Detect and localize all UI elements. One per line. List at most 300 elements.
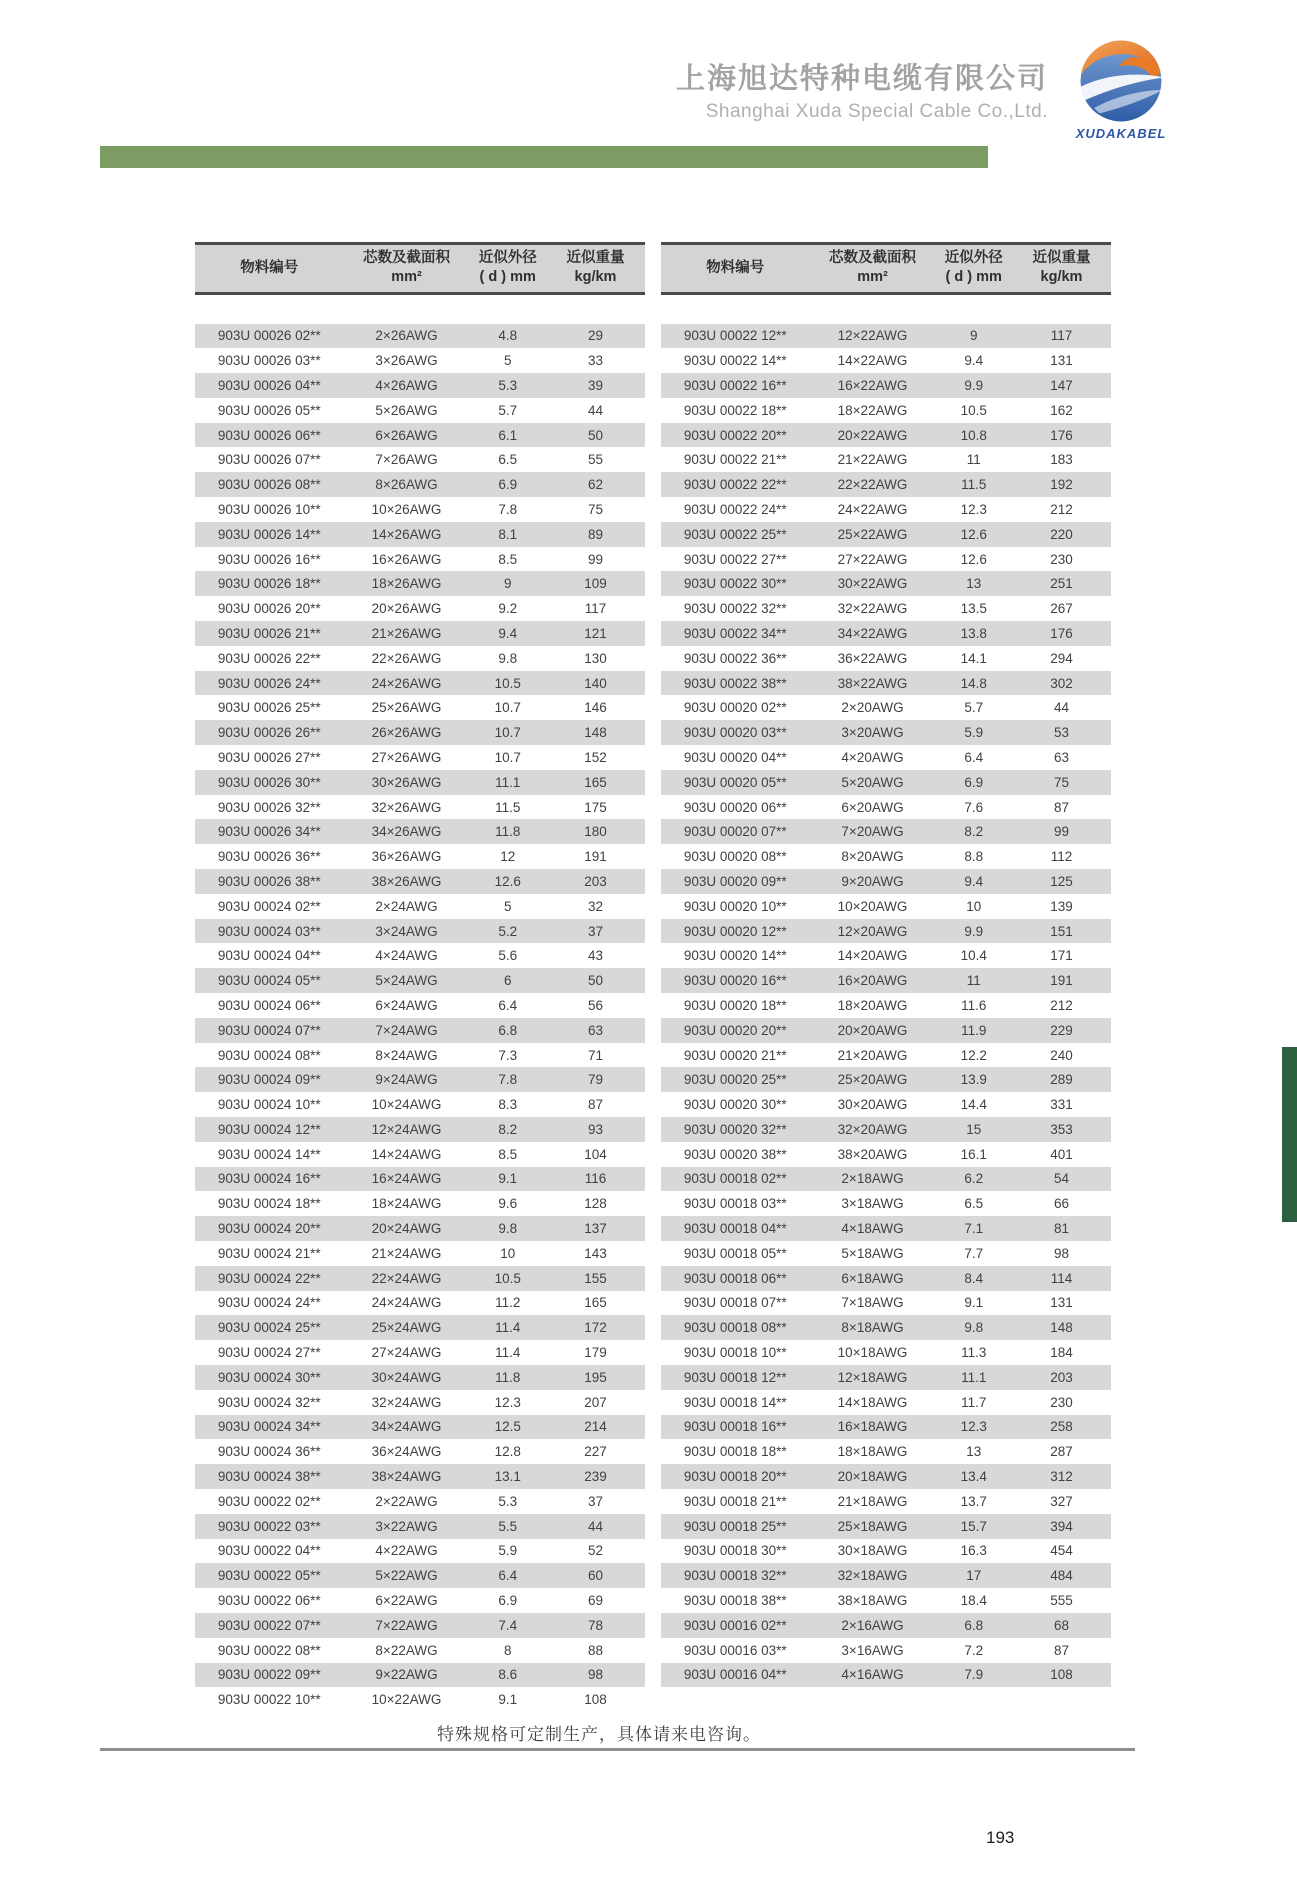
spec-row [195, 1687, 645, 1712]
outer-diameter-cell: 15 [966, 1121, 982, 1137]
core-spec-cell: 30×26AWG [371, 774, 442, 790]
outer-diameter-cell: 8.1 [498, 526, 518, 542]
weight-cell: 212 [1050, 501, 1073, 517]
spec-row [195, 1291, 645, 1316]
spec-row [195, 1191, 645, 1216]
core-spec-cell: 25×26AWG [371, 700, 442, 716]
spec-row [661, 1588, 1111, 1613]
weight-cell: 44 [587, 402, 604, 418]
material-number-cell: 903U 00022 34** [683, 625, 787, 641]
core-spec-cell: 3×24AWG [375, 923, 438, 939]
outer-diameter-cell: 13.8 [960, 625, 987, 641]
core-spec-cell: 14×26AWG [371, 526, 442, 542]
spec-row [195, 1613, 645, 1638]
core-spec-cell: 2×24AWG [375, 898, 438, 914]
outer-diameter-cell: 4.8 [498, 328, 518, 344]
material-number-cell: 903U 00022 27** [683, 551, 787, 567]
spec-row [661, 472, 1111, 497]
outer-diameter-cell: 10.7 [494, 700, 521, 716]
material-number-cell: 903U 00022 30** [683, 576, 787, 592]
material-number-cell: 903U 00022 36** [683, 650, 787, 666]
spec-row [661, 398, 1111, 423]
weight-cell: 131 [1050, 353, 1073, 369]
spec-row [661, 1315, 1111, 1340]
weight-cell: 37 [587, 1493, 604, 1509]
spec-row [195, 894, 645, 919]
outer-diameter-cell: 10.5 [494, 1270, 521, 1286]
material-number-cell: 903U 00018 14** [683, 1394, 787, 1410]
outer-diameter-cell: 8.5 [498, 551, 518, 567]
material-number-cell: 903U 00020 16** [683, 973, 787, 989]
weight-cell: 152 [584, 749, 607, 765]
spec-row [661, 1092, 1111, 1117]
outer-diameter-cell: 16.1 [960, 1146, 987, 1162]
spec-row [661, 1638, 1111, 1663]
spec-row [661, 373, 1111, 398]
header-line: kg/km [1040, 269, 1083, 285]
material-number-cell: 903U 00024 16** [217, 1171, 321, 1187]
spec-row [661, 1439, 1111, 1464]
spec-row [195, 398, 645, 423]
outer-diameter-cell: 12.2 [960, 1047, 987, 1063]
header-line: 近似外径 [478, 250, 537, 267]
weight-cell: 130 [584, 650, 607, 666]
footer-note: 特殊规格可定制生产，具体请来电咨询。 [437, 1725, 761, 1744]
outer-diameter-cell: 5.9 [498, 1543, 518, 1559]
core-spec-cell: 34×24AWG [371, 1419, 442, 1435]
core-spec-cell: 3×22AWG [375, 1518, 438, 1534]
weight-cell: 37 [587, 923, 604, 939]
core-spec-cell: 38×20AWG [837, 1146, 908, 1162]
material-number-cell: 903U 00024 25** [217, 1320, 321, 1336]
weight-cell: 176 [1050, 427, 1073, 443]
core-spec-cell: 2×16AWG [841, 1617, 904, 1633]
company-name-cn: 上海旭达特种电缆有限公司 [675, 63, 1048, 95]
outer-diameter-cell: 10.4 [960, 948, 987, 964]
outer-diameter-cell: 6.4 [964, 749, 984, 765]
material-number-cell: 903U 00022 03** [217, 1518, 321, 1534]
core-spec-cell: 24×22AWG [837, 501, 908, 517]
material-number-cell: 903U 00024 09** [217, 1072, 321, 1088]
core-spec-cell: 14×20AWG [837, 948, 908, 964]
spec-row [195, 844, 645, 869]
spec-row [195, 423, 645, 448]
material-number-cell: 903U 00026 02** [217, 328, 321, 344]
material-number-cell: 903U 00026 14** [217, 526, 321, 542]
core-spec-cell: 27×26AWG [371, 749, 442, 765]
weight-cell: 121 [584, 625, 607, 641]
spec-row [195, 1117, 645, 1142]
material-number-cell: 903U 00020 30** [683, 1097, 787, 1113]
header-line: 物料编号 [706, 259, 765, 276]
spec-row [195, 1266, 645, 1291]
material-number-cell: 903U 00020 32** [683, 1121, 787, 1137]
spec-row [195, 1018, 645, 1043]
spacer-row [195, 294, 645, 324]
core-spec-cell: 24×24AWG [371, 1295, 442, 1311]
core-spec-cell: 6×18AWG [841, 1270, 904, 1286]
spec-row [195, 1439, 645, 1464]
header-line: 近似外径 [944, 250, 1003, 267]
spec-row [195, 1539, 645, 1564]
spec-row [195, 745, 645, 770]
core-spec-cell: 8×20AWG [841, 849, 904, 865]
weight-cell: 75 [1053, 774, 1070, 790]
weight-cell: 140 [584, 675, 607, 691]
spec-row [661, 695, 1111, 720]
header-line: kg/km [574, 269, 617, 285]
outer-diameter-cell: 7.2 [964, 1642, 984, 1658]
weight-cell: 39 [587, 377, 604, 393]
logo-globe-icon [1076, 36, 1166, 126]
outer-diameter-cell: 12.6 [960, 526, 987, 542]
spec-row [661, 596, 1111, 621]
spec-row [195, 1067, 645, 1092]
outer-diameter-cell: 13.9 [960, 1072, 987, 1088]
outer-diameter-cell: 14.8 [960, 675, 987, 691]
outer-diameter-cell: 10.7 [494, 725, 521, 741]
outer-diameter-cell: 5.7 [964, 700, 984, 716]
weight-cell: 203 [1050, 1369, 1073, 1385]
material-number-cell: 903U 00022 04** [217, 1543, 321, 1559]
outer-diameter-cell: 13.1 [494, 1469, 521, 1485]
spec-row [195, 1563, 645, 1588]
outer-diameter-cell: 7.1 [964, 1221, 984, 1237]
core-spec-cell: 4×22AWG [375, 1543, 438, 1559]
weight-cell: 171 [1050, 948, 1073, 964]
spec-row [661, 1167, 1111, 1192]
spec-row [661, 968, 1111, 993]
spec-row [195, 373, 645, 398]
weight-cell: 312 [1050, 1469, 1073, 1485]
spec-row [661, 993, 1111, 1018]
spec-row [661, 1117, 1111, 1142]
weight-cell: 229 [1050, 1022, 1073, 1038]
outer-diameter-cell: 6.2 [964, 1171, 984, 1187]
outer-diameter-cell: 6.4 [498, 997, 518, 1013]
spec-row [661, 547, 1111, 572]
weight-cell: 50 [587, 427, 604, 443]
core-spec-cell: 38×24AWG [371, 1469, 442, 1485]
outer-diameter-cell: 8.4 [964, 1270, 984, 1286]
spec-row [195, 695, 645, 720]
weight-cell: 117 [1050, 328, 1073, 344]
outer-diameter-cell: 12.6 [494, 873, 521, 889]
weight-cell: 62 [587, 477, 604, 493]
spec-table-left [195, 242, 645, 1712]
spec-row [661, 671, 1111, 696]
outer-diameter-cell: 6.8 [498, 1022, 518, 1038]
weight-cell: 109 [584, 576, 607, 592]
outer-diameter-cell: 8.5 [498, 1146, 518, 1162]
material-number-cell: 903U 00024 22** [217, 1270, 321, 1286]
material-number-cell: 903U 00026 34** [217, 824, 321, 840]
spec-row [661, 1464, 1111, 1489]
footer-rule [100, 1748, 1135, 1751]
spec-row [195, 547, 645, 572]
core-spec-cell: 4×24AWG [375, 948, 438, 964]
core-spec-cell: 36×22AWG [837, 650, 908, 666]
col-header-outer-diameter [936, 244, 1013, 294]
core-spec-cell: 9×24AWG [375, 1072, 438, 1088]
material-number-cell: 903U 00020 02** [683, 700, 787, 716]
core-spec-cell: 32×22AWG [837, 601, 908, 617]
core-spec-cell: 25×18AWG [837, 1518, 908, 1534]
spec-row [195, 1663, 645, 1688]
material-number-cell: 903U 00020 03** [683, 725, 787, 741]
spec-row [661, 621, 1111, 646]
material-number-cell: 903U 00018 12** [683, 1369, 787, 1385]
material-number-cell: 903U 00020 08** [683, 849, 787, 865]
core-spec-cell: 14×22AWG [837, 353, 908, 369]
outer-diameter-cell: 10.5 [494, 675, 521, 691]
core-spec-cell: 34×26AWG [371, 824, 442, 840]
core-spec-cell: 18×18AWG [837, 1444, 908, 1460]
core-spec-cell: 8×18AWG [841, 1320, 904, 1336]
core-spec-cell: 3×16AWG [841, 1642, 904, 1658]
outer-diameter-cell: 6.1 [498, 427, 518, 443]
material-number-cell: 903U 00018 30** [683, 1543, 787, 1559]
material-number-cell: 903U 00016 03** [683, 1642, 787, 1658]
weight-cell: 89 [587, 526, 604, 542]
material-number-cell: 903U 00026 18** [217, 576, 321, 592]
weight-cell: 99 [1053, 824, 1070, 840]
spec-row [661, 1043, 1111, 1068]
outer-diameter-cell: 9.2 [498, 601, 518, 617]
weight-cell: 240 [1050, 1047, 1073, 1063]
weight-cell: 139 [1050, 898, 1073, 914]
material-number-cell: 903U 00020 05** [683, 774, 787, 790]
weight-cell: 207 [584, 1394, 607, 1410]
spec-row [661, 1613, 1111, 1638]
outer-diameter-cell: 13.5 [960, 601, 987, 617]
outer-diameter-cell: 11.2 [495, 1295, 521, 1311]
core-spec-cell: 24×26AWG [371, 675, 442, 691]
spec-row [661, 423, 1111, 448]
weight-cell: 71 [587, 1047, 604, 1063]
material-number-cell: 903U 00018 04** [683, 1221, 787, 1237]
material-number-cell: 903U 00020 09** [683, 873, 787, 889]
spec-row [195, 671, 645, 696]
side-tab [1282, 1047, 1297, 1222]
material-number-cell: 903U 00020 12** [683, 923, 787, 939]
material-number-cell: 903U 00020 21** [683, 1047, 787, 1063]
spec-row [195, 1489, 645, 1514]
weight-cell: 29 [587, 328, 604, 344]
core-spec-cell: 3×18AWG [841, 1196, 904, 1212]
weight-cell: 289 [1050, 1072, 1073, 1088]
material-number-cell: 903U 00026 30** [217, 774, 321, 790]
outer-diameter-cell: 9.6 [498, 1196, 518, 1212]
outer-diameter-cell: 6.9 [964, 774, 984, 790]
core-spec-cell: 25×20AWG [837, 1072, 908, 1088]
core-spec-cell: 27×24AWG [371, 1345, 442, 1361]
core-spec-cell: 18×24AWG [371, 1196, 442, 1212]
outer-diameter-cell: 11.5 [961, 477, 987, 493]
material-number-cell: 903U 00016 02** [683, 1617, 787, 1633]
spec-tables-container [195, 242, 1111, 1712]
outer-diameter-cell: 13 [966, 1444, 982, 1460]
material-number-cell: 903U 00022 18** [683, 402, 787, 418]
core-spec-cell: 7×24AWG [375, 1022, 438, 1038]
weight-cell: 555 [1050, 1593, 1073, 1609]
spec-row [661, 844, 1111, 869]
outer-diameter-cell: 11 [966, 452, 981, 468]
core-spec-cell: 4×18AWG [841, 1221, 904, 1237]
core-spec-cell: 14×24AWG [371, 1146, 442, 1162]
outer-diameter-cell: 15.7 [960, 1518, 987, 1534]
outer-diameter-cell: 9.4 [964, 353, 984, 369]
outer-diameter-cell: 9.1 [498, 1171, 518, 1187]
material-number-cell: 903U 00024 38** [217, 1469, 321, 1485]
weight-cell: 327 [1050, 1493, 1073, 1509]
weight-cell: 165 [584, 1295, 607, 1311]
weight-cell: 227 [584, 1444, 607, 1460]
weight-cell: 191 [584, 849, 607, 865]
core-spec-cell: 7×20AWG [841, 824, 904, 840]
core-spec-cell: 32×20AWG [837, 1121, 908, 1137]
outer-diameter-cell: 5.3 [498, 1493, 518, 1509]
material-number-cell: 903U 00024 24** [217, 1295, 321, 1311]
weight-cell: 108 [584, 1692, 607, 1708]
core-spec-cell: 25×22AWG [837, 526, 908, 542]
core-spec-cell: 7×22AWG [375, 1617, 438, 1633]
material-number-cell: 903U 00022 09** [217, 1667, 321, 1683]
col-header-weight [1012, 244, 1111, 294]
material-number-cell: 903U 00020 20** [683, 1022, 787, 1038]
material-number-cell: 903U 00022 08** [217, 1642, 321, 1658]
spec-row [661, 1415, 1111, 1440]
core-spec-cell: 18×26AWG [371, 576, 442, 592]
core-spec-cell: 3×20AWG [841, 725, 904, 741]
page-number: 193 [986, 1828, 1015, 1847]
material-number-cell: 903U 00018 32** [683, 1568, 787, 1584]
core-spec-cell: 26×26AWG [371, 725, 442, 741]
weight-cell: 81 [1053, 1221, 1070, 1237]
core-spec-cell: 8×26AWG [375, 477, 438, 493]
header-line: mm² [391, 269, 422, 285]
core-spec-cell: 10×20AWG [837, 898, 908, 914]
weight-cell: 63 [1053, 749, 1070, 765]
weight-cell: 212 [1050, 997, 1073, 1013]
green-divider-bar [100, 146, 988, 168]
outer-diameter-cell: 7.8 [498, 1072, 518, 1088]
spec-row [661, 324, 1111, 349]
weight-cell: 60 [587, 1568, 604, 1584]
outer-diameter-cell: 6.5 [498, 452, 518, 468]
material-number-cell: 903U 00024 06** [217, 997, 321, 1013]
outer-diameter-cell: 12.3 [960, 1419, 987, 1435]
weight-cell: 88 [587, 1642, 604, 1658]
weight-cell: 112 [1050, 849, 1073, 865]
core-spec-cell: 30×24AWG [371, 1369, 442, 1385]
material-number-cell: 903U 00026 07** [217, 452, 321, 468]
material-number-cell: 903U 00020 18** [683, 997, 787, 1013]
header-line: ( d ) mm [479, 269, 536, 285]
outer-diameter-cell: 12 [500, 849, 516, 865]
outer-diameter-cell: 6.8 [964, 1617, 984, 1633]
material-number-cell: 903U 00026 04** [217, 377, 321, 393]
outer-diameter-cell: 5.5 [498, 1518, 518, 1534]
col-header-outer-diameter [470, 244, 547, 294]
core-spec-cell: 2×20AWG [841, 700, 904, 716]
col-header-material-number [661, 244, 810, 294]
spec-row [195, 1241, 645, 1266]
weight-cell: 175 [584, 799, 607, 815]
outer-diameter-cell: 14.1 [960, 650, 987, 666]
weight-cell: 68 [1053, 1617, 1070, 1633]
material-number-cell: 903U 00024 03** [217, 923, 321, 939]
outer-diameter-cell: 8.2 [498, 1121, 518, 1137]
outer-diameter-cell: 7.9 [964, 1667, 984, 1683]
weight-cell: 183 [1050, 452, 1073, 468]
weight-cell: 230 [1050, 1394, 1073, 1410]
outer-diameter-cell: 5.6 [498, 948, 518, 964]
outer-diameter-cell: 11.1 [961, 1369, 987, 1385]
col-header-weight [546, 244, 645, 294]
core-spec-cell: 38×22AWG [837, 675, 908, 691]
spec-row [661, 1663, 1111, 1688]
spec-row [661, 522, 1111, 547]
weight-cell: 75 [587, 501, 604, 517]
header-line: mm² [857, 269, 888, 285]
material-number-cell: 903U 00026 08** [217, 477, 321, 493]
material-number-cell: 903U 00022 32** [683, 601, 787, 617]
material-number-cell: 903U 00018 10** [683, 1345, 787, 1361]
material-number-cell: 903U 00018 20** [683, 1469, 787, 1485]
core-spec-cell: 4×16AWG [841, 1667, 904, 1683]
spec-row [661, 770, 1111, 795]
spec-row [661, 1266, 1111, 1291]
material-number-cell: 903U 00020 38** [683, 1146, 787, 1162]
material-number-cell: 903U 00024 04** [217, 948, 321, 964]
core-spec-cell: 9×20AWG [841, 873, 904, 889]
material-number-cell: 903U 00022 25** [683, 526, 787, 542]
spec-row [195, 1216, 645, 1241]
material-number-cell: 903U 00026 05** [217, 402, 321, 418]
spec-row [661, 1191, 1111, 1216]
spec-row [661, 497, 1111, 522]
outer-diameter-cell: 6 [503, 973, 512, 989]
spec-row [195, 646, 645, 671]
material-number-cell: 903U 00018 05** [683, 1245, 787, 1261]
spec-row [195, 919, 645, 944]
core-spec-cell: 20×24AWG [371, 1221, 442, 1237]
weight-cell: 108 [1050, 1667, 1073, 1683]
weight-cell: 87 [1053, 799, 1070, 815]
outer-diameter-cell: 12.3 [494, 1394, 521, 1410]
material-number-cell: 903U 00022 06** [217, 1593, 321, 1609]
material-number-cell: 903U 00022 22** [683, 477, 787, 493]
spec-row [195, 621, 645, 646]
spec-row [661, 819, 1111, 844]
outer-diameter-cell: 11.4 [495, 1345, 521, 1361]
weight-cell: 128 [584, 1196, 607, 1212]
outer-diameter-cell: 7.8 [498, 501, 518, 517]
material-number-cell: 903U 00026 22** [217, 650, 321, 666]
core-spec-cell: 12×22AWG [837, 328, 908, 344]
core-spec-cell: 3×26AWG [375, 353, 438, 369]
core-spec-cell: 18×20AWG [837, 997, 908, 1013]
weight-cell: 251 [1050, 576, 1073, 592]
material-number-cell: 903U 00018 06** [683, 1270, 787, 1286]
header-row [195, 244, 645, 294]
core-spec-cell: 20×18AWG [837, 1469, 908, 1485]
material-number-cell: 903U 00022 14** [683, 353, 787, 369]
core-spec-cell: 6×24AWG [375, 997, 438, 1013]
core-spec-cell: 20×20AWG [837, 1022, 908, 1038]
core-spec-cell: 4×26AWG [375, 377, 438, 393]
